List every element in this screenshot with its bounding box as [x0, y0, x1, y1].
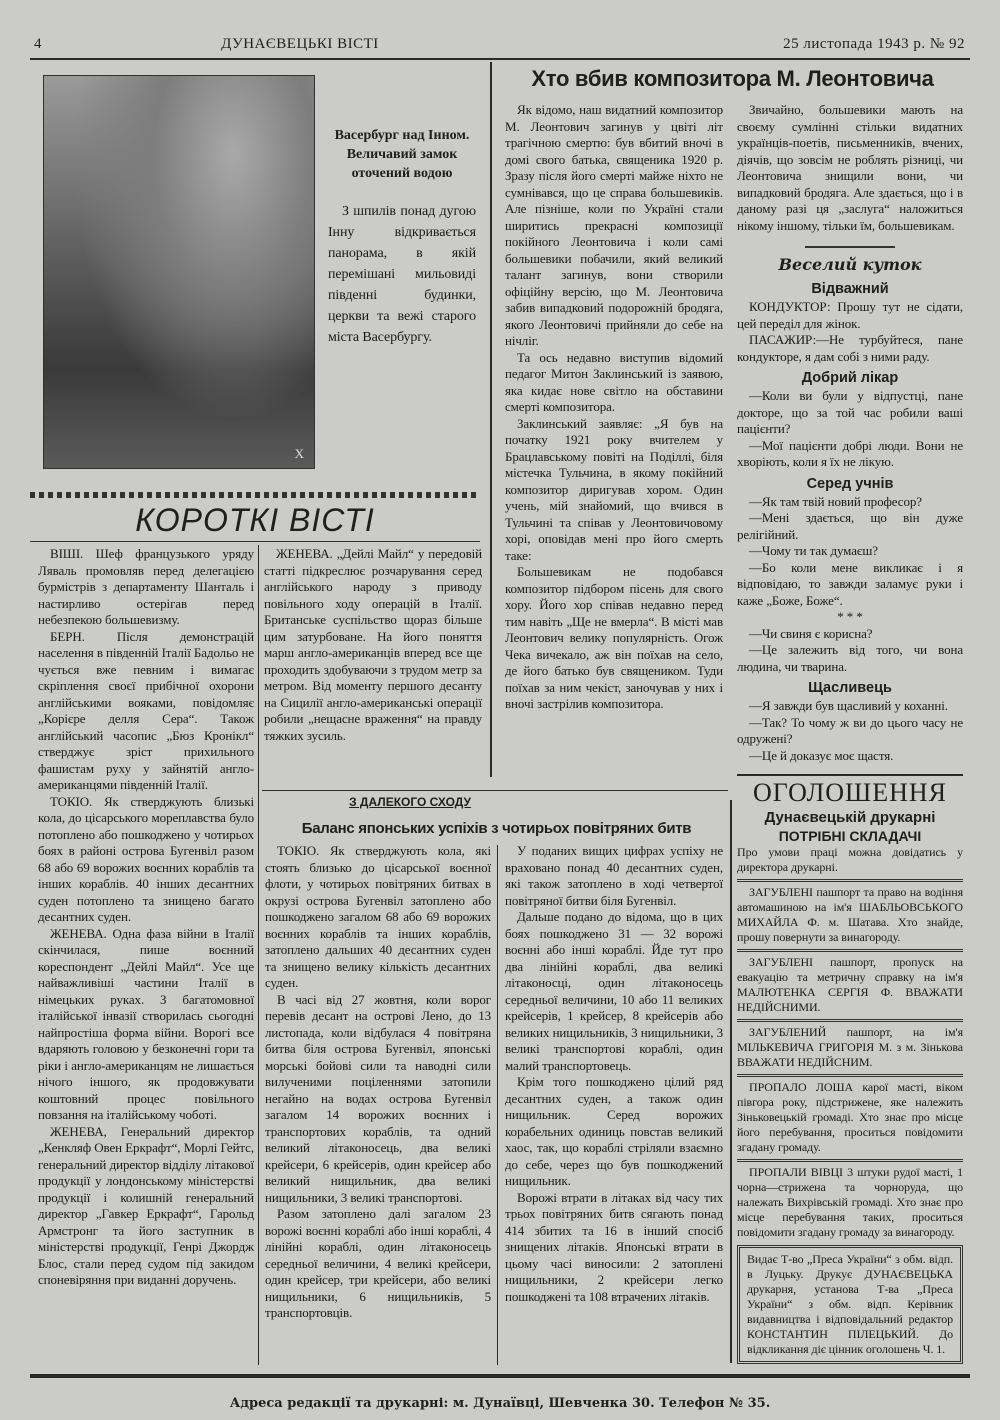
classified-ad: ЗАГУБЛЕНИЙ пашпорт, на ім'я МІЛЬКЕВИЧА ГРИГОРІЯ М. з м. Зінькова ВВАЖАТИ НЕДІЙСНИМ.	[737, 1019, 963, 1070]
joke-line: —Я завжди був щасливий у коханні.	[749, 698, 948, 713]
paragraph: Ворожі втрати в літаках від часу тих трьох повітряних битв сягають понад 414 збитих та 16 в інший спосіб знищених літаків. Японські втрати в цьому часі виносили: 2 затоплені нищильники, 2 крейсери легко пошкоджені та 108 втрачених літаків.	[505, 1189, 723, 1304]
ads-section	[737, 774, 963, 1364]
japan-kicker: З ДАЛЕКОГО СХОДУ	[349, 795, 471, 809]
joke-title: Добрий лікар	[801, 370, 899, 386]
right-column	[737, 102, 963, 1364]
paragraph: Заклинський заявляє: „Я був на початку 1921 року вчителем у Брацлавському повіті на Поділлі, біля містечка Тульчина, в якому покійний композитор диригував хором. Один учень, мій знайомий, що вчився в Тульчині та співав у Леонтовичовому хорі, оповідав мені про його смерть таке:	[505, 415, 723, 563]
paragraph: У поданих вищих цифрах успіху не враховано понад 40 десантних суден, які також затоплено в ході четвертої повітряної битви біля Бугенвіл.	[505, 843, 723, 908]
paragraph: Разом затоплено далі загалом 23 ворожі воєнні кораблі або інші кораблі, 4 лінійні кораблі, один літаконосець середньої величини, 4 великі крейсери, один крейсер, три крейсери, або великі нищильники, 6 нищильників, 5 транспортовців.	[265, 1206, 491, 1320]
humor-title: Веселий куток	[778, 255, 922, 274]
paragraph: Крім того пошкоджено цілий ряд десантних суден, а також один нищильник. Серед ворожих корабельних одиниць повстав великий хаос, так, що кораблі стріляли взаємно до себе, через що був пошкоджений нищильник.	[505, 1074, 723, 1188]
paragraph: БЕРН. Після демонстрацій населення в південній Італії Бадольо не чується вже певним і вимагає скріплення своєї прибічної охорони англійськими вояками, повідомляє „Корієре делля Сера“. Також англійський часопис „Бюз Кронікл“ стверджує зріст прихильного фашистам руху у зайнятій англо-американцями південній Італії.	[38, 628, 254, 792]
imprint-box: Видає Т-во „Преса України“ з обм. відп. в Луцьку. Друкує ДУНАЄВЕЦЬКА друкарня, установа Т-ва „Преса України“ з обм. відп. Керівник видавництва і відповідальний редактор КОНСТАНТИН ПІЛЕЦЬКИЙ. До відкликання діє цінник оголошень Ч. 1.	[737, 1245, 963, 1364]
joke-line: * * *	[837, 609, 863, 624]
ornament-divider	[805, 246, 895, 248]
ornament-divider	[30, 492, 480, 498]
joke-title: Відважний	[811, 281, 889, 297]
short-news-column-1	[38, 546, 254, 1289]
ad-printing-text: Про умови праці можна довідатись у директора друкарні.	[737, 845, 963, 874]
paragraph: Большевикам не подобався композитор підбором пісень для свого хору. Його хор співав недавно перед тим навіть „Ще не вмерла“. В місті мав Леонтович велику популярність. Огож Чека вичекало, аж він поїхав на село, де його батько був священиком. Туди поїхав за ним чекіст, заночував у них і вночі застрілив композитора.	[505, 564, 723, 711]
joke-line: —Як там твій новий професор?	[749, 493, 922, 509]
japan-column-2	[505, 843, 723, 1305]
photo-mark: X	[294, 446, 304, 461]
short-news-title: КОРОТКІ ВІСТІ	[135, 502, 375, 538]
column-rule	[490, 62, 492, 777]
leontovych-headline: Хто вбив композитора М. Леонтовича	[531, 66, 934, 91]
joke-line: —Бо коли мене викликає і я відповідаю, то завжди заламує руки і каже „Боже, Боже“.	[737, 559, 963, 608]
section-rule	[262, 790, 728, 791]
joke-line: —Мені здається, що він дуже релігійний.	[737, 510, 963, 542]
joke-line: —Коли ви були у відпустці, пане докторе, що за той час робили ваші пацієнти?	[737, 388, 963, 436]
joke-line: —Це залежить від того, чи вона людина, чи тварина.	[737, 642, 963, 674]
joke-title: Серед учнів	[806, 475, 894, 492]
section-rule	[30, 541, 480, 542]
joke-line: КОНДУКТОР: Прошу тут не сідати, цей переділ для жінок.	[737, 299, 963, 331]
issue-date: 25 листопада 1943 р. № 92	[783, 36, 965, 52]
joke-title: Щасливець	[808, 680, 892, 696]
column-rule	[497, 845, 498, 1365]
joke-line: —Це й доказує моє щастя.	[749, 747, 894, 763]
photo-caption-title: Васербург над Інном. Величавий замок оточений водою	[334, 128, 470, 181]
leontovych-column-2	[737, 102, 963, 234]
column-rule	[258, 545, 259, 1365]
classified-ad: ЗАГУБЛЕНІ пашпорт та право на водіння автомашиною на ім'я ШАБЛЬОВСЬКОГО МИХАЙЛА Ф. м. Шатава. Хто знайде, прошу повернути за винагороду.	[737, 879, 963, 945]
paragraph: Та ось недавно виступив відомий педагог Митон Заклинський із заявою, яка кидає нове світло на обставини смерті композитора.	[505, 349, 723, 414]
paragraph: Звичайно, большевики мають на своєму сумлінні стільки видатних українців-поетів, письменників, вчених, діячів, що зовсім не роблять різниці, чи Леонтовича знищили вони, чи випадковий бродяга. Але здається, що і в даному разі ця „заслуга“ наложиться нікому іншому, тільки їм, большевикам.	[737, 102, 963, 233]
paragraph: ЖЕНЕВА. Одна фаза війни в Італії скінчилася, пише воєнний кореспондент „Дейлі Майл“. Усе ще найважливіші частини Італії в німецьких руках. З багатомовної італійської інвазії створилась сьогодні найпростіша форма війни. Ворогі все вдаряють головою у безконечні гори та ріки і англо-американцям не лишається нічого іншого, як продовжувати коштовний процес повільного повзання на італійському чоботі.	[38, 925, 254, 1122]
newspaper-title: ДУНАЄВЕЦЬКІ ВІСТІ	[221, 36, 379, 52]
ad-printing-line-1: Дунаєвецькій друкарні	[764, 809, 936, 826]
ads-title: ОГОЛОШЕННЯ	[752, 778, 948, 807]
ad-printing-line-2: ПОТРІБНІ СКЛАДАЧІ	[778, 828, 922, 844]
japan-headline: Баланс японських успіхів з чотирьох повітряних битв	[301, 820, 692, 837]
masthead-rule	[30, 58, 970, 60]
page-number: 4	[34, 36, 42, 52]
joke-line: —Мої пацієнти добрі люди. Вони не хворіють, коли я їх не лікую.	[737, 437, 963, 469]
joke-line: —Так? То чому ж ви до цього часу не одружені?	[737, 714, 963, 746]
japan-column-1	[265, 843, 491, 1322]
classified-ad: ПРОПАЛО ЛОША карої масті, віком півгора року, підстрижене, яке належить Зіньковецькій громаді. Хто знає про місце його перебування, проситься повідомити згадану громаду.	[737, 1074, 963, 1155]
paragraph: Дальше подано до відома, що в цих боях пошкоджено 31 — 32 ворожі воєнні або інші кораблі. Йде тут про два лінійні кораблі, два великі літаконосці, один літаконосець середньої величини, 10 або 11 великих крейсерів, 1 крейсер, 8 крейсерів або великих нищильників, 3 нищильники, 3 великі транспортові кораблі, один малий транспортовець.	[505, 909, 723, 1073]
photo-wasserburg	[43, 75, 315, 469]
paragraph: ЖЕНЕВА, Генеральний директор „Кенкляф Овен Еркрафт“, Морлі Гейтс, генеральний директор відділу літакової продукції у лондонському міністерстві продукції і колишній генеральний директор „Гавкер Еркрафт“, Гарольд Армстронг та його заступник в міністерстві продукції, Генрі Джордж Блос, стали перед судом під закидом споневіряння при виданні доручень.	[38, 1123, 254, 1287]
footer-address: Адреса редакції та друкарні: м. Дунаївці, Шевченка 30. Телефон № 35.	[229, 1396, 771, 1411]
humor-section	[737, 280, 963, 764]
joke-line: —Чому ти так думаєш?	[749, 543, 878, 558]
column-rule	[730, 800, 732, 1363]
footer-rule	[30, 1374, 970, 1378]
paragraph: Як відомо, наш видатний композитор М. Леонтович загинув у цвіті літ трагічною смертю: був вбитий вночі в домі свого батька, священика 1920 р. Зразу після його смерті майже ніхто не сумнівався, що це справа большевиків. Але пізніше, коли по Україні стали ширитись прекрасні композиції покійного Леонтовича і коли самі большевики побачили, який великий талант загинув, вони створили офіційну версію, що М. Леонтовича забив випадковий подорожній бродяга, якого Леонтовичі прийняли до себе на нічліг.	[505, 102, 723, 348]
classified-ad: ПРОПАЛИ ВІВЦІ 3 штуки рудої масті, 1 чорна—стрижена та чорноруда, що належать Вихрівській громаді. Хто знає про місце перебування таких, проситься повідомити згадану громаду за винагороду.	[737, 1159, 963, 1240]
paragraph: ТОКІО. Як стверджують кола, які стоять близько до цісарської воєнної флоти, у чотирьох повітряних битвах в окрузі острова Бугенвіл затоплено або пошкоджено загалом 68 або 69 ворожих воєнних кораблів та інших кораблів, затоплено дальших 40 десантних суден та знищено велику кількість десантних суден.	[265, 843, 491, 990]
joke-line: ПАСАЖИР:—Не турбуйтеся, пане кондукторе, я дам собі з ними раду.	[737, 332, 963, 364]
ads-list	[737, 879, 963, 1240]
paragraph: В часі від 27 жовтня, коли ворог перевів десант на острові Лено, до 13 листопада, коли відбулася 4 повітряна битва біля острова Бугенвіл, японські морські бойові сили та наводні сили вилученими поціленнями затопили негайно на водах острова Бугенвіл загалом 14 ворожих воєнних і транспортових кораблів, та одний великий літаконосець, два великі крейсери, 6 крейсерів, один крейсер або великий нищильник, два великі нищильники, 3 великі транспортові.	[265, 991, 491, 1205]
classified-ad: ЗАГУБЛЕНІ пашпорт, пропуск на евакуацію та метричну справку на ім'я МАЛЮТЕНКА СЕРГІЯ Ф. ВВАЖАТИ НЕДІЙСНИМИ.	[737, 949, 963, 1015]
paragraph: ВІШІ. Шеф французького уряду Ляваль промовляв перед делегацією бурмістрів з департаменту Шанталь і настирливо остерігав перед небезпекою большевизму.	[38, 546, 254, 627]
paragraph: ТОКІО. Як стверджують близькі кола, до цісарського мореплавства було потоплено або пошкоджено у чотирьох боях в районі острова Бугенвіл разом 68 або 69 ворожих воєнних кораблів та інших кораблів. 40 інших десантних суден потоплено та знищено багато десантних суден.	[38, 793, 254, 924]
joke-line: —Чи свиня є корисна?	[749, 625, 873, 641]
paragraph: ЖЕНЕВА. „Дейлі Майл“ у передовій статті підкреслює розчарування серед англійського народу з приводу повільного ходу операцій в Італії. Британське суспільство щораз більше цим затурбоване. На його поняття марш англо-американців вперед все ще проходить здобуваючи з трудом метр за метром. Від моменту першого десанту на Сицилії англо-американські операції робили „нещасне враження“ на правду тяжких зусиль.	[264, 546, 482, 743]
short-news-column-2	[264, 546, 482, 744]
photo-caption-text: З шпилів понад дугою Інну відкривається панорама, в якій перемішані мильовиді південні будинки, церкви та вежі старого міста Васербургу.	[328, 204, 476, 345]
leontovych-column-1	[505, 102, 723, 713]
